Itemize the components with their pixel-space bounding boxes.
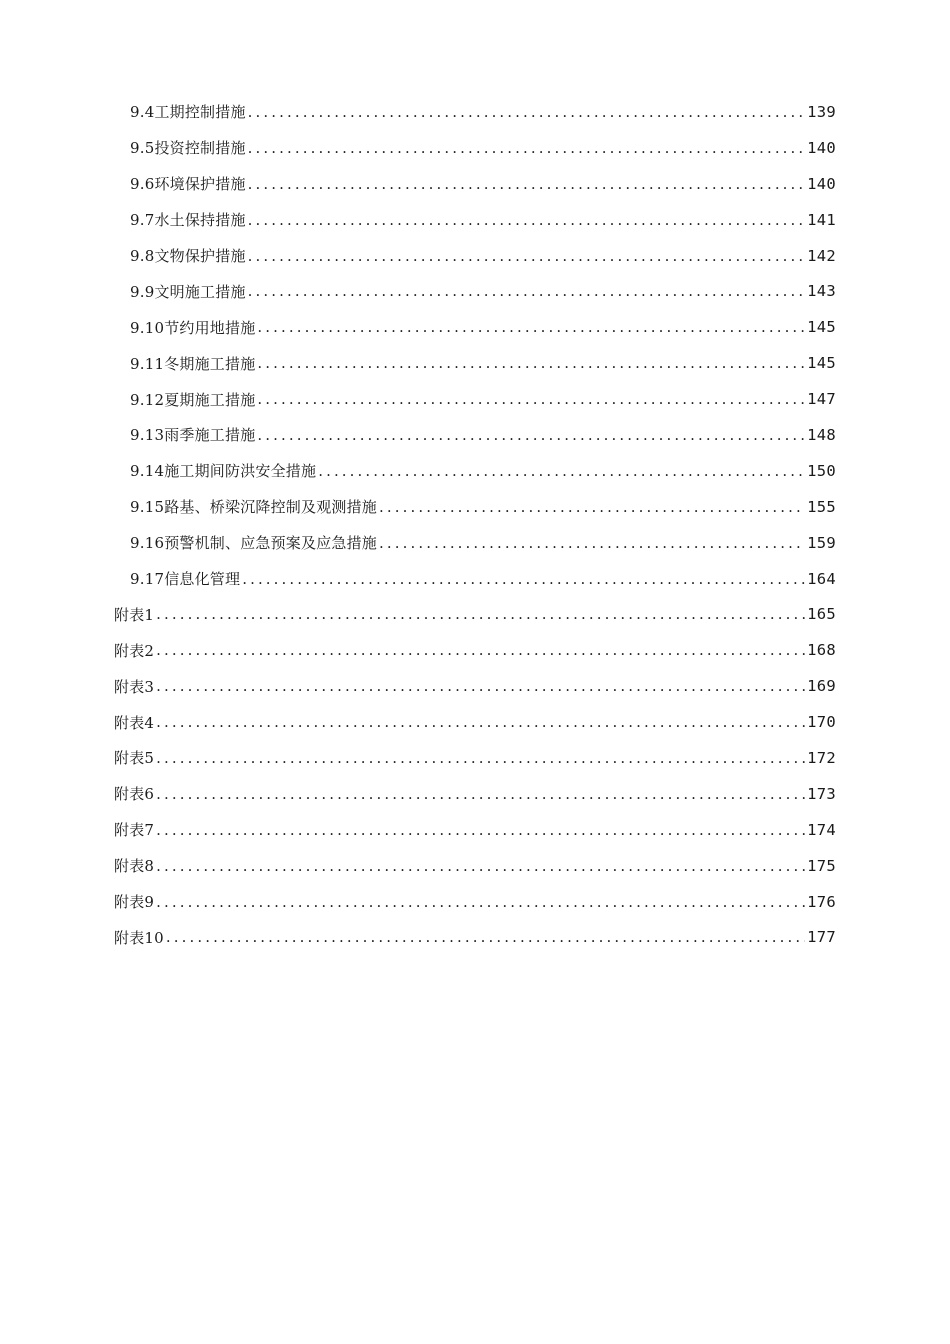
dot-leader — [248, 175, 805, 193]
dot-leader — [248, 139, 805, 157]
dot-leader — [156, 785, 805, 803]
dot-leader — [156, 857, 805, 875]
toc-page-number: 172 — [807, 748, 836, 767]
toc-entry-title: 附表1 — [114, 605, 155, 624]
toc-entry[interactable] — [0, 345, 836, 381]
toc-entry[interactable] — [0, 453, 836, 489]
dot-leader — [242, 570, 805, 588]
toc-entry[interactable] — [0, 381, 836, 417]
toc-entry-title: 附表10 — [114, 928, 164, 947]
toc-entry[interactable] — [0, 776, 836, 812]
toc-page-number: 173 — [807, 784, 836, 803]
toc-entry-title: 9.16预警机制、应急预案及应急措施 — [130, 534, 377, 553]
toc-entry-title: 9.11冬期施工措施 — [130, 354, 256, 373]
toc-entry[interactable] — [0, 525, 836, 561]
dot-leader — [156, 821, 805, 839]
toc-page-number: 145 — [807, 318, 836, 337]
toc-page-number: 174 — [807, 820, 836, 839]
toc-page-number: 141 — [807, 210, 836, 229]
toc-entry[interactable] — [0, 273, 836, 309]
dot-leader — [156, 641, 805, 659]
dot-leader — [248, 103, 805, 121]
toc-entry-title: 9.13雨季施工措施 — [130, 426, 256, 445]
toc-page-number: 168 — [807, 641, 836, 660]
toc-entry[interactable] — [0, 848, 836, 884]
toc-entry-title: 9.5投资控制措施 — [130, 139, 246, 158]
toc-entry-title: 附表3 — [114, 677, 155, 696]
toc-page-number: 177 — [807, 928, 836, 947]
toc-entry[interactable] — [0, 884, 836, 920]
toc-entry-title: 9.6环境保护措施 — [130, 175, 246, 194]
toc-page-number: 169 — [807, 677, 836, 696]
toc-entry-title: 附表7 — [114, 821, 155, 840]
toc-page-number: 140 — [807, 138, 836, 157]
toc-entry-title: 9.4工期控制措施 — [130, 103, 246, 122]
toc-entry[interactable] — [0, 309, 836, 345]
toc-entry[interactable] — [0, 238, 836, 274]
dot-leader — [257, 318, 805, 336]
toc-entry[interactable] — [0, 489, 836, 525]
toc-entry-title: 9.7水土保持措施 — [130, 211, 246, 230]
dot-leader — [257, 354, 805, 372]
toc-entry-title: 9.10节约用地措施 — [130, 318, 256, 337]
toc-entry-title: 9.15路基、桥梁沉降控制及观测措施 — [130, 498, 377, 517]
toc-entry[interactable] — [0, 740, 836, 776]
dot-leader — [248, 247, 805, 265]
toc-entry-title: 附表5 — [114, 749, 155, 768]
toc-page-number: 175 — [807, 856, 836, 875]
toc-page-number: 148 — [807, 425, 836, 444]
toc-entry[interactable] — [0, 919, 836, 955]
toc-page-number: 164 — [807, 569, 836, 588]
dot-leader — [318, 462, 805, 480]
toc-entry-title: 附表2 — [114, 641, 155, 660]
toc-page-number: 165 — [807, 605, 836, 624]
dot-leader — [156, 605, 805, 623]
toc-entry-title: 9.12夏期施工措施 — [130, 390, 256, 409]
toc-page-number: 140 — [807, 174, 836, 193]
toc-entry[interactable] — [0, 561, 836, 597]
toc-entry[interactable] — [0, 166, 836, 202]
toc-entry[interactable] — [0, 202, 836, 238]
toc-page-number: 142 — [807, 246, 836, 265]
toc-page-number: 143 — [807, 282, 836, 301]
toc-entry[interactable] — [0, 417, 836, 453]
dot-leader — [379, 498, 805, 516]
toc-entry-title: 9.9文明施工措施 — [130, 282, 246, 301]
toc-page-number: 176 — [807, 892, 836, 911]
dot-leader — [156, 893, 805, 911]
dot-leader — [379, 534, 805, 552]
toc-entry-title: 附表4 — [114, 713, 155, 732]
toc-page-number: 170 — [807, 713, 836, 732]
dot-leader — [257, 426, 805, 444]
toc-page-number: 147 — [807, 390, 836, 409]
toc-entry[interactable] — [0, 130, 836, 166]
dot-leader — [156, 713, 805, 731]
toc-entry-title: 9.17信息化管理 — [130, 570, 241, 589]
toc-page-number: 145 — [807, 354, 836, 373]
dot-leader — [156, 677, 805, 695]
toc-page-number: 150 — [807, 461, 836, 480]
toc-entry[interactable] — [0, 632, 836, 668]
dot-leader — [156, 749, 805, 767]
toc-entry[interactable] — [0, 668, 836, 704]
toc-page-number: 139 — [807, 102, 836, 121]
toc-entry[interactable] — [0, 596, 836, 632]
toc-entry[interactable] — [0, 94, 836, 130]
toc-entry-title: 9.8文物保护措施 — [130, 247, 246, 265]
toc-page-number: 159 — [807, 533, 836, 552]
table-of-contents — [0, 94, 950, 955]
dot-leader — [257, 390, 805, 408]
toc-entry[interactable] — [0, 812, 836, 848]
toc-entry-title: 附表9 — [114, 893, 155, 912]
toc-entry-title: 附表8 — [114, 857, 155, 876]
dot-leader — [248, 211, 805, 229]
dot-leader — [248, 282, 805, 300]
toc-entry-title: 附表6 — [114, 785, 155, 804]
toc-entry-title: 9.14施工期间防洪安全措施 — [130, 462, 317, 481]
dot-leader — [166, 928, 805, 946]
toc-entry[interactable] — [0, 704, 836, 740]
toc-page-number: 155 — [807, 497, 836, 516]
